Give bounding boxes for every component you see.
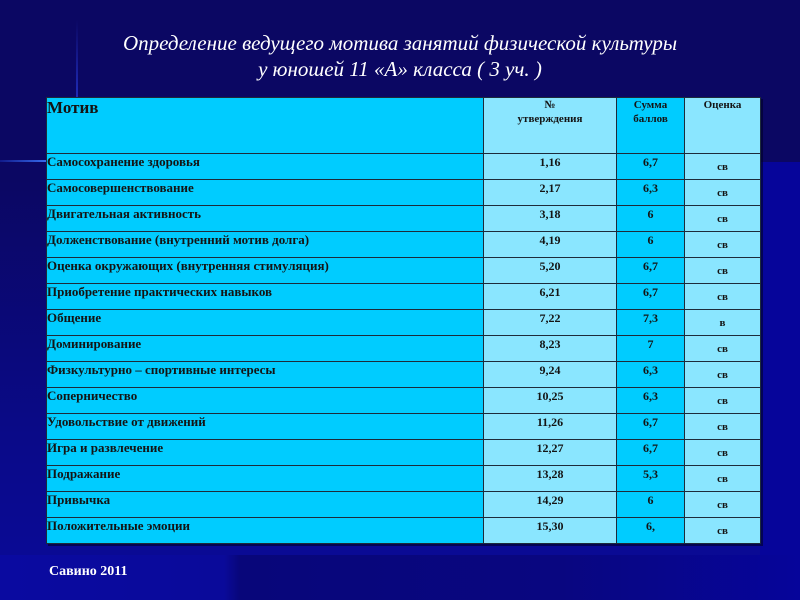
cell-statement-number: 10,25 xyxy=(484,388,617,414)
cell-sum: 7 xyxy=(617,336,685,362)
table-row xyxy=(47,284,761,310)
cell-sum: 6,3 xyxy=(617,362,685,388)
decorative-glow-line-horizontal xyxy=(0,160,47,162)
slide-title-line-1: Определение ведущего мотива занятий физической культуры xyxy=(122,31,678,55)
cell-statement-number: 13,28 xyxy=(484,466,617,492)
table-row xyxy=(47,258,761,284)
header-sum-line-2: баллов xyxy=(633,113,668,125)
cell-grade: св xyxy=(685,362,761,388)
cell-motive: Игра и развлечение xyxy=(47,440,484,466)
cell-statement-number: 1,16 xyxy=(484,154,617,180)
cell-motive: Доминирование xyxy=(47,336,484,362)
cell-sum: 6 xyxy=(617,232,685,258)
header-statement-number-line-2: утверждения xyxy=(517,113,583,125)
cell-grade: св xyxy=(685,414,761,440)
cell-grade: св xyxy=(685,258,761,284)
header-grade xyxy=(685,98,761,154)
cell-statement-number: 11,26 xyxy=(484,414,617,440)
cell-sum: 6,7 xyxy=(617,284,685,310)
cell-statement-number: 3,18 xyxy=(484,206,617,232)
table-row xyxy=(47,414,761,440)
cell-motive: Соперничество xyxy=(47,388,484,414)
cell-sum: 6,3 xyxy=(617,180,685,206)
table-row xyxy=(47,336,761,362)
motives-table xyxy=(46,97,761,544)
table-row xyxy=(47,362,761,388)
cell-sum: 6,7 xyxy=(617,258,685,284)
table-row xyxy=(47,440,761,466)
cell-grade: св xyxy=(685,440,761,466)
cell-sum: 6,7 xyxy=(617,414,685,440)
cell-statement-number: 4,19 xyxy=(484,232,617,258)
cell-grade: св xyxy=(685,492,761,518)
cell-motive: Положительные эмоции xyxy=(47,518,484,544)
footer-author: Савино 2011 xyxy=(49,564,128,579)
table-row xyxy=(47,388,761,414)
cell-grade: св xyxy=(685,518,761,544)
table-row xyxy=(47,310,761,336)
table-row xyxy=(47,154,761,180)
cell-statement-number: 12,27 xyxy=(484,440,617,466)
cell-sum: 6 xyxy=(617,492,685,518)
cell-grade: в xyxy=(685,310,761,336)
cell-sum: 6,7 xyxy=(617,154,685,180)
cell-grade: св xyxy=(685,284,761,310)
header-sum xyxy=(617,98,685,154)
cell-grade: св xyxy=(685,466,761,492)
background-panel-right xyxy=(760,162,800,600)
cell-grade: св xyxy=(685,336,761,362)
cell-grade: св xyxy=(685,232,761,258)
cell-sum: 6,3 xyxy=(617,388,685,414)
cell-motive: Удовольствие от движений xyxy=(47,414,484,440)
cell-statement-number: 15,30 xyxy=(484,518,617,544)
table-header-row xyxy=(47,98,761,154)
cell-sum: 7,3 xyxy=(617,310,685,336)
cell-statement-number: 5,20 xyxy=(484,258,617,284)
cell-statement-number: 8,23 xyxy=(484,336,617,362)
cell-grade: св xyxy=(685,388,761,414)
header-motive: Мотив xyxy=(47,98,484,154)
table-row xyxy=(47,492,761,518)
cell-motive: Оценка окружающих (внутренняя стимуляция) xyxy=(47,258,484,284)
table-row xyxy=(47,206,761,232)
cell-motive: Двигательная активность xyxy=(47,206,484,232)
table-row xyxy=(47,232,761,258)
cell-statement-number: 2,17 xyxy=(484,180,617,206)
cell-motive: Самосохранение здоровья xyxy=(47,154,484,180)
header-grade-label: Оценка xyxy=(703,99,742,111)
header-statement-number-line-1: № xyxy=(544,99,556,111)
cell-sum: 6, xyxy=(617,518,685,544)
cell-motive: Подражание xyxy=(47,466,484,492)
cell-statement-number: 6,21 xyxy=(484,284,617,310)
cell-sum: 6 xyxy=(617,206,685,232)
cell-motive: Физкультурно – спортивные интересы xyxy=(47,362,484,388)
cell-statement-number: 7,22 xyxy=(484,310,617,336)
table-row xyxy=(47,466,761,492)
cell-grade: св xyxy=(685,154,761,180)
cell-motive: Долженствование (внутренний мотив долга) xyxy=(47,232,484,258)
cell-grade: св xyxy=(685,180,761,206)
table-row xyxy=(47,180,761,206)
cell-statement-number: 14,29 xyxy=(484,492,617,518)
header-statement-number xyxy=(484,98,617,154)
table-row xyxy=(47,518,761,544)
cell-motive: Привычка xyxy=(47,492,484,518)
cell-sum: 6,7 xyxy=(617,440,685,466)
cell-statement-number: 9,24 xyxy=(484,362,617,388)
cell-motive: Общение xyxy=(47,310,484,336)
cell-motive: Приобретение практических навыков xyxy=(47,284,484,310)
cell-motive: Самосовершенствование xyxy=(47,180,484,206)
slide-title-line-2: у юношей 11 «А» класса ( 3 уч. ) xyxy=(258,57,542,81)
table-body xyxy=(47,154,761,544)
cell-sum: 5,3 xyxy=(617,466,685,492)
cell-grade: св xyxy=(685,206,761,232)
header-sum-line-1: Сумма xyxy=(633,99,668,111)
